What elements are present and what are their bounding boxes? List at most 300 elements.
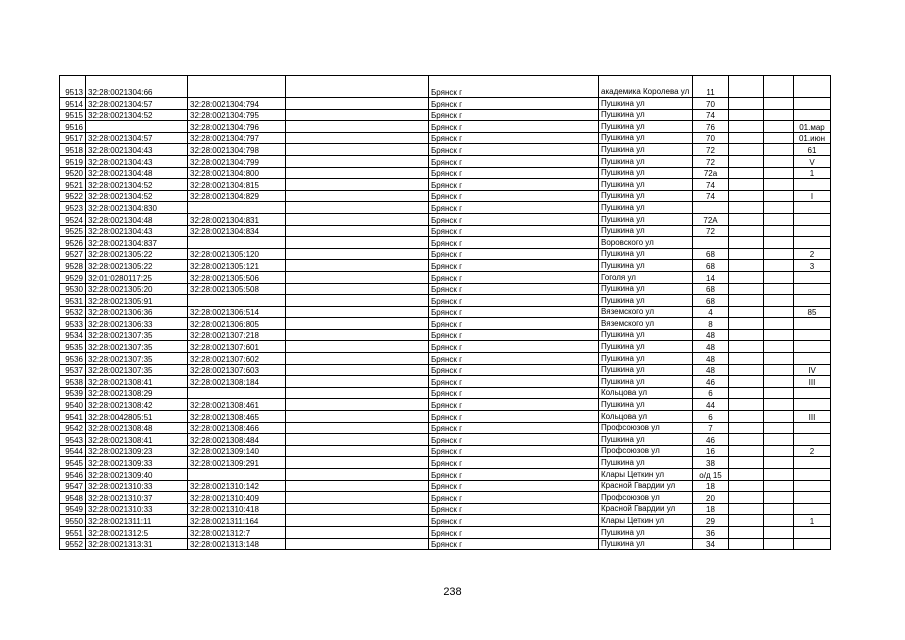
object-cadastral-number-cell: 32:28:0021310:418 [188,503,286,515]
record-number-cell: 9551 [60,526,86,538]
table-row [60,457,831,469]
parcel-cadastral-number-cell: 32:28:0021308:29 [86,387,188,399]
table-row [60,179,831,191]
house-number-cell: 38 [693,457,729,469]
table-row [60,306,831,318]
parcel-cadastral-number-cell: 32:28:0021304:57 [86,98,188,110]
city-cell: Брянск г [429,515,599,527]
city-cell: Брянск г [429,538,599,550]
object-cadastral-number-cell: 32:28:0021304:800 [188,167,286,179]
street-cell: Пушкина ул [599,399,693,411]
blank-column-cell [764,364,794,376]
table-row [60,538,831,550]
blank-column-cell [764,155,794,167]
record-number-cell: 9550 [60,515,86,527]
blank-column-cell [286,121,429,133]
table-row [60,318,831,330]
blank-column-cell [286,376,429,388]
blank-column-cell [764,248,794,260]
parcel-cadastral-number-cell: 32:28:0021311:11 [86,515,188,527]
city-cell: Брянск г [429,155,599,167]
object-cadastral-number-cell: 32:28:0021304:829 [188,190,286,202]
blank-column-cell [286,76,429,98]
blank-column-cell [286,492,429,504]
parcel-cadastral-number-cell: 32:28:0021304:57 [86,132,188,144]
blank-column-cell [286,526,429,538]
object-cadastral-number-cell: 32:28:0021308:465 [188,411,286,423]
city-cell: Брянск г [429,306,599,318]
street-cell: Клары Цеткин ул [599,469,693,481]
house-number-cell: 18 [693,480,729,492]
parcel-cadastral-number-cell: 32:28:0021307:35 [86,341,188,353]
blank-column-cell [729,422,764,434]
street-cell: Пушкина ул [599,213,693,225]
city-cell: Брянск г [429,271,599,283]
record-number-cell: 9514 [60,98,86,110]
house-number-cell: 34 [693,538,729,550]
blank-column-cell [764,434,794,446]
parcel-cadastral-number-cell: 32:28:0021308:41 [86,376,188,388]
street-cell: Красной Гвардии ул [599,503,693,515]
blank-column-cell [286,341,429,353]
house-number-cell: 74 [693,179,729,191]
blank-column-cell [729,376,764,388]
blank-column-cell [764,98,794,110]
street-cell: Пушкина ул [599,283,693,295]
object-cadastral-number-cell: 32:28:0021307:218 [188,329,286,341]
house-number-cell: 46 [693,434,729,446]
parcel-cadastral-number-cell: 32:28:0042805:51 [86,411,188,423]
blank-column-cell [764,237,794,249]
parcel-cadastral-number-cell: 32:28:0021305:22 [86,260,188,272]
city-cell: Брянск г [429,98,599,110]
parcel-cadastral-number-cell: 32:28:0021309:23 [86,445,188,457]
object-cadastral-number-cell: 32:28:0021308:484 [188,434,286,446]
house-number-cell [693,237,729,249]
parcel-cadastral-number-cell: 32:28:0021310:33 [86,503,188,515]
blank-column-cell [286,353,429,365]
house-number-cell: 70 [693,132,729,144]
blank-column-cell [764,179,794,191]
blank-column-cell [764,213,794,225]
extra-mark-cell: I [794,190,831,202]
blank-column-cell [729,121,764,133]
blank-column-cell [729,237,764,249]
city-cell: Брянск г [429,283,599,295]
object-cadastral-number-cell: 32:28:0021308:461 [188,399,286,411]
city-cell: Брянск г [429,179,599,191]
house-number-cell: 68 [693,295,729,307]
city-cell: Брянск г [429,76,599,98]
object-cadastral-number-cell: 32:28:0021304:799 [188,155,286,167]
extra-mark-cell [794,387,831,399]
object-cadastral-number-cell: 32:28:0021309:291 [188,457,286,469]
blank-column-cell [764,76,794,98]
city-cell: Брянск г [429,237,599,249]
house-number-cell: 44 [693,399,729,411]
extra-mark-cell [794,237,831,249]
table-row [60,469,831,481]
object-cadastral-number-cell: 32:28:0021308:184 [188,376,286,388]
parcel-cadastral-number-cell: 32:01:0280117:25 [86,271,188,283]
street-cell: Вяземского ул [599,306,693,318]
record-number-cell: 9537 [60,364,86,376]
extra-mark-cell: 1 [794,515,831,527]
extra-mark-cell [794,434,831,446]
street-cell: Пушкина ул [599,190,693,202]
blank-column-cell [764,422,794,434]
city-cell: Брянск г [429,434,599,446]
parcel-cadastral-number-cell: 32:28:0021305:91 [86,295,188,307]
house-number-cell: 70 [693,98,729,110]
city-cell: Брянск г [429,376,599,388]
table-row [60,341,831,353]
parcel-cadastral-number-cell: 32:28:0021304:43 [86,225,188,237]
blank-column-cell [764,109,794,121]
blank-column-cell [286,364,429,376]
street-cell: Пушкина ул [599,144,693,156]
table-row [60,260,831,272]
table-row [60,295,831,307]
object-cadastral-number-cell: 32:28:0021307:603 [188,364,286,376]
extra-mark-cell [794,76,831,98]
table-row [60,155,831,167]
object-cadastral-number-cell: 32:28:0021308:466 [188,422,286,434]
house-number-cell: 68 [693,248,729,260]
table-row [60,76,831,98]
table-row [60,492,831,504]
blank-column-cell [286,434,429,446]
city-cell: Брянск г [429,353,599,365]
blank-column-cell [764,399,794,411]
extra-mark-cell [794,526,831,538]
record-number-cell: 9520 [60,167,86,179]
house-number-cell: 8 [693,318,729,330]
blank-column-cell [729,179,764,191]
street-cell: Пушкина ул [599,526,693,538]
street-cell: Воровского ул [599,237,693,249]
table-row [60,364,831,376]
blank-column-cell [764,341,794,353]
parcel-cadastral-number-cell: 32:28:0021309:33 [86,457,188,469]
parcel-cadastral-number-cell: 32:28:0021307:35 [86,353,188,365]
blank-column-cell [764,190,794,202]
street-cell: Пушкина ул [599,167,693,179]
blank-column-cell [764,202,794,214]
table-row [60,503,831,515]
blank-column-cell [729,295,764,307]
register-table [59,75,831,550]
city-cell: Брянск г [429,121,599,133]
blank-column-cell [764,121,794,133]
blank-column-cell [286,503,429,515]
object-cadastral-number-cell: 32:28:0021307:602 [188,353,286,365]
table-row [60,283,831,295]
city-cell: Брянск г [429,202,599,214]
extra-mark-cell [794,341,831,353]
blank-column-cell [764,318,794,330]
record-number-cell: 9531 [60,295,86,307]
blank-column-cell [764,144,794,156]
object-cadastral-number-cell: 32:28:0021310:409 [188,492,286,504]
extra-mark-cell: III [794,376,831,388]
table-row [60,121,831,133]
record-number-cell: 9521 [60,179,86,191]
object-cadastral-number-cell: 32:28:0021306:805 [188,318,286,330]
blank-column-cell [764,457,794,469]
parcel-cadastral-number-cell: 32:28:0021304:52 [86,190,188,202]
blank-column-cell [286,283,429,295]
blank-column-cell [286,387,429,399]
record-number-cell: 9528 [60,260,86,272]
house-number-cell: 74 [693,190,729,202]
record-number-cell: 9552 [60,538,86,550]
table-row [60,376,831,388]
blank-column-cell [286,202,429,214]
parcel-cadastral-number-cell: 32:28:0021306:36 [86,306,188,318]
blank-column-cell [764,225,794,237]
record-number-cell: 9523 [60,202,86,214]
record-number-cell: 9513 [60,76,86,98]
record-number-cell: 9547 [60,480,86,492]
record-number-cell: 9517 [60,132,86,144]
house-number-cell: 16 [693,445,729,457]
record-number-cell: 9542 [60,422,86,434]
extra-mark-cell [794,271,831,283]
street-cell: Пушкина ул [599,132,693,144]
table-row [60,167,831,179]
blank-column-cell [729,526,764,538]
object-cadastral-number-cell: 32:28:0021310:142 [188,480,286,492]
blank-column-cell [729,271,764,283]
table-row [60,515,831,527]
record-number-cell: 9549 [60,503,86,515]
city-cell: Брянск г [429,295,599,307]
blank-column-cell [764,469,794,481]
street-cell: Пушкина ул [599,538,693,550]
extra-mark-cell [794,283,831,295]
record-number-cell: 9546 [60,469,86,481]
extra-mark-cell: 1 [794,167,831,179]
street-cell: Вяземского ул [599,318,693,330]
city-cell: Брянск г [429,109,599,121]
blank-column-cell [286,295,429,307]
blank-column-cell [729,132,764,144]
table-row [60,237,831,249]
house-number-cell: о/д 15 [693,469,729,481]
blank-column-cell [764,295,794,307]
blank-column-cell [729,283,764,295]
record-number-cell: 9519 [60,155,86,167]
house-number-cell: 72 [693,155,729,167]
extra-mark-cell [794,213,831,225]
house-number-cell: 68 [693,260,729,272]
blank-column-cell [286,225,429,237]
street-cell: Профсоюзов ул [599,492,693,504]
record-number-cell: 9529 [60,271,86,283]
record-number-cell: 9536 [60,353,86,365]
blank-column-cell [729,411,764,423]
blank-column-cell [764,376,794,388]
table-row [60,98,831,110]
extra-mark-cell [794,538,831,550]
blank-column-cell [764,526,794,538]
blank-column-cell [764,329,794,341]
street-cell: Клары Цеткин ул [599,515,693,527]
extra-mark-cell: III [794,411,831,423]
blank-column-cell [729,457,764,469]
city-cell: Брянск г [429,167,599,179]
house-number-cell: 48 [693,364,729,376]
extra-mark-cell [794,225,831,237]
city-cell: Брянск г [429,364,599,376]
parcel-cadastral-number-cell: 32:28:0021306:33 [86,318,188,330]
extra-mark-cell [794,503,831,515]
table-row [60,411,831,423]
extra-mark-cell: 01.мар [794,121,831,133]
record-number-cell: 9518 [60,144,86,156]
table-row [60,144,831,156]
extra-mark-cell [794,399,831,411]
house-number-cell: 74 [693,109,729,121]
record-number-cell: 9532 [60,306,86,318]
blank-column-cell [729,469,764,481]
object-cadastral-number-cell: 32:28:0021305:121 [188,260,286,272]
blank-column-cell [286,190,429,202]
extra-mark-cell [794,422,831,434]
blank-column-cell [286,480,429,492]
city-cell: Брянск г [429,248,599,260]
street-cell: Пушкина ул [599,179,693,191]
street-cell: Красной Гвардии ул [599,480,693,492]
street-cell: Пушкина ул [599,248,693,260]
parcel-cadastral-number-cell: 32:28:0021312:5 [86,526,188,538]
street-cell: академика Королева ул [599,76,693,98]
object-cadastral-number-cell: 32:28:0021312:7 [188,526,286,538]
blank-column-cell [286,457,429,469]
record-number-cell: 9533 [60,318,86,330]
city-cell: Брянск г [429,260,599,272]
blank-column-cell [286,329,429,341]
city-cell: Брянск г [429,225,599,237]
house-number-cell: 6 [693,411,729,423]
object-cadastral-number-cell [188,387,286,399]
blank-column-cell [286,98,429,110]
table-row [60,526,831,538]
blank-column-cell [286,422,429,434]
street-cell: Пушкина ул [599,121,693,133]
extra-mark-cell: 01.июн [794,132,831,144]
blank-column-cell [286,179,429,191]
blank-column-cell [729,109,764,121]
blank-column-cell [729,515,764,527]
blank-column-cell [729,144,764,156]
blank-column-cell [729,155,764,167]
house-number-cell: 46 [693,376,729,388]
blank-column-cell [286,109,429,121]
blank-column-cell [286,399,429,411]
object-cadastral-number-cell: 32:28:0021304:794 [188,98,286,110]
record-number-cell: 9544 [60,445,86,457]
city-cell: Брянск г [429,503,599,515]
blank-column-cell [729,341,764,353]
object-cadastral-number-cell: 32:28:0021304:834 [188,225,286,237]
record-number-cell: 9527 [60,248,86,260]
table-row [60,329,831,341]
table-row [60,353,831,365]
object-cadastral-number-cell [188,295,286,307]
object-cadastral-number-cell [188,202,286,214]
street-cell: Пушкина ул [599,364,693,376]
street-cell: Профсоюзов ул [599,445,693,457]
house-number-cell: 7 [693,422,729,434]
register-body [60,76,831,550]
extra-mark-cell: 3 [794,260,831,272]
record-number-cell: 9548 [60,492,86,504]
city-cell: Брянск г [429,329,599,341]
object-cadastral-number-cell: 32:28:0021311:164 [188,515,286,527]
extra-mark-cell [794,329,831,341]
street-cell: Пушкина ул [599,376,693,388]
street-cell: Пушкина ул [599,225,693,237]
blank-column-cell [729,225,764,237]
extra-mark-cell: 2 [794,445,831,457]
blank-column-cell [764,538,794,550]
house-number-cell: 68 [693,283,729,295]
street-cell: Пушкина ул [599,329,693,341]
blank-column-cell [764,167,794,179]
record-number-cell: 9524 [60,213,86,225]
blank-column-cell [764,503,794,515]
blank-column-cell [286,155,429,167]
city-cell: Брянск г [429,526,599,538]
blank-column-cell [764,387,794,399]
blank-column-cell [729,480,764,492]
house-number-cell: 4 [693,306,729,318]
house-number-cell: 72А [693,213,729,225]
table-row [60,422,831,434]
parcel-cadastral-number-cell: 32:28:0021313:31 [86,538,188,550]
house-number-cell: 11 [693,76,729,98]
table-row [60,225,831,237]
blank-column-cell [764,132,794,144]
object-cadastral-number-cell: 32:28:0021304:815 [188,179,286,191]
blank-column-cell [729,364,764,376]
house-number-cell: 14 [693,271,729,283]
table-row [60,445,831,457]
street-cell: Пушкина ул [599,98,693,110]
house-number-cell: 48 [693,353,729,365]
street-cell: Кольцова ул [599,411,693,423]
street-cell: Пушкина ул [599,109,693,121]
blank-column-cell [764,271,794,283]
blank-column-cell [764,480,794,492]
extra-mark-cell [794,492,831,504]
house-number-cell: 48 [693,341,729,353]
parcel-cadastral-number-cell: 32:28:0021308:41 [86,434,188,446]
blank-column-cell [729,306,764,318]
blank-column-cell [286,445,429,457]
record-number-cell: 9541 [60,411,86,423]
blank-column-cell [729,213,764,225]
blank-column-cell [286,248,429,260]
object-cadastral-number-cell: 32:28:0021305:120 [188,248,286,260]
blank-column-cell [764,353,794,365]
blank-column-cell [764,445,794,457]
parcel-cadastral-number-cell: 32:28:0021304:52 [86,109,188,121]
parcel-cadastral-number-cell: 32:28:0021307:35 [86,329,188,341]
house-number-cell: 6 [693,387,729,399]
